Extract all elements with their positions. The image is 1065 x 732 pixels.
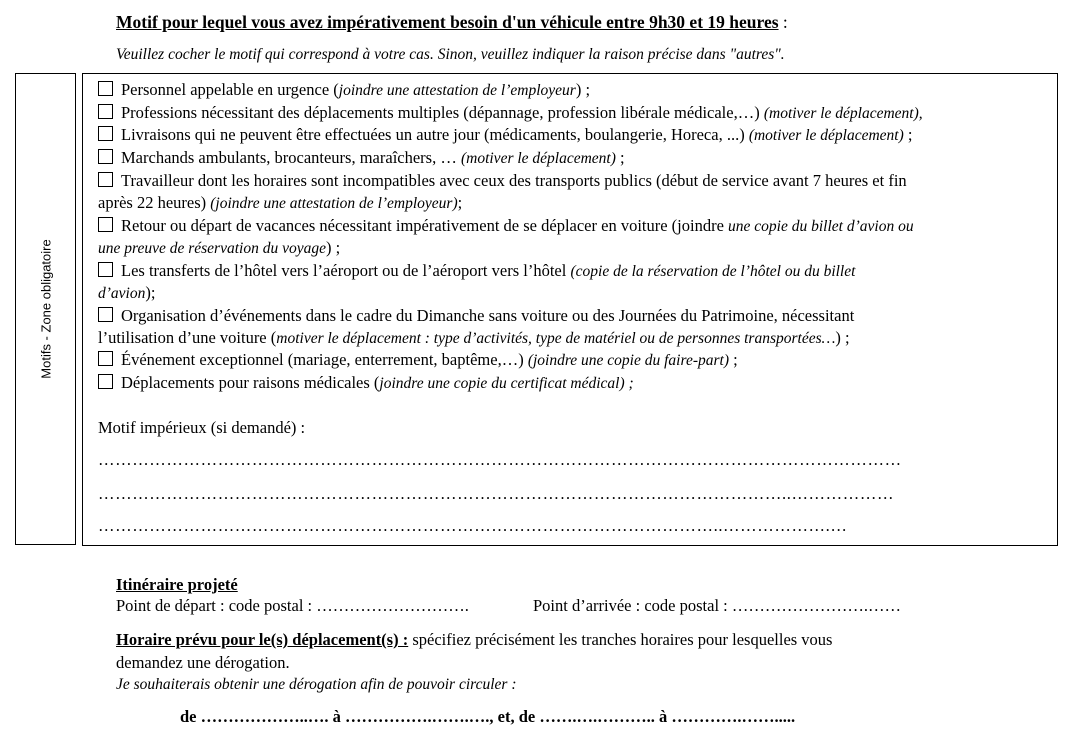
reason-text: Livraisons qui ne peuvent être effectuées un autre jour (médicaments, boulangerie, Horeca, ...) <box>121 125 749 144</box>
reason-row-livraisons <box>98 125 912 145</box>
reason-tail: ; <box>728 350 738 369</box>
reason-text: Retour ou départ de vacances nécessitant impérativement de se déplacer en voiture (joindre <box>121 216 729 235</box>
reason-text: Événement exceptionnel (mariage, enterrement, baptême,…) <box>121 350 528 369</box>
reason-tail: ; <box>903 125 913 144</box>
checkbox-marchands[interactable] <box>98 149 113 164</box>
reason-text-cont: après 22 heures) <box>98 193 211 212</box>
checkbox-evenements[interactable] <box>98 307 113 322</box>
checkbox-travailleur[interactable] <box>98 172 113 187</box>
reason-row-professions <box>98 103 923 123</box>
reason-text: Professions nécessitant des déplacements multiples (dépannage, profession libérale médicale,…) <box>121 103 764 122</box>
reason-note: (motiver le déplacement), <box>763 105 923 122</box>
imperative-line-2[interactable]: …………………………………………………………………………………………………………..……………… <box>98 484 895 503</box>
reason-text: Déplacements pour raisons médicales ( <box>121 373 380 392</box>
checkbox-professions[interactable] <box>98 104 113 119</box>
reason-tail: ; <box>615 148 625 167</box>
reason-row-vacances <box>98 216 914 236</box>
reason-text-cont: l’utilisation d’une voiture ( <box>98 328 277 347</box>
schedule-text: spécifiez précisément les tranches horaires pour lesquelles vous <box>408 630 833 649</box>
reason-row-evenements-cont <box>98 328 850 348</box>
checkbox-transferts[interactable] <box>98 262 113 277</box>
reason-row-urgence <box>98 80 590 100</box>
reason-text: Les transferts de l’hôtel vers l’aéroport ou de l’aéroport vers l’hôtel <box>121 261 571 280</box>
reason-note: (motiver le déplacement) <box>748 127 904 144</box>
reason-note: motiver le déplacement : type d’activités, type de matériel ou de personnes transportées… <box>276 330 836 347</box>
reason-note: joindre une copie du certificat médical) ; <box>379 375 634 392</box>
reason-note: (motiver le déplacement) <box>460 150 616 167</box>
imperative-line-3[interactable]: ………………………………………………………………………………………………..……………….… <box>98 516 848 535</box>
instruction-text: Veuillez cocher le motif qui correspond à votre cas. Sinon, veuillez indiquer la raison précise dans "autres". <box>116 46 785 63</box>
imperative-line-1[interactable]: …………………………………………………………………………………………………………………………… <box>98 450 902 469</box>
reason-text: Personnel appelable en urgence ( <box>121 80 339 99</box>
sidebar-box <box>15 73 76 545</box>
imperative-label: Motif impérieux (si demandé) : <box>98 418 306 437</box>
checkbox-vacances[interactable] <box>98 217 113 232</box>
schedule-line-1 <box>116 630 832 650</box>
reason-note-cont: une preuve de réservation du voyage <box>98 240 326 257</box>
schedule-line-2: demandez une dérogation. <box>116 653 290 672</box>
motif-title-suffix: : <box>778 12 788 32</box>
arrival-postal-code[interactable]: Point d’arrivée : code postal : …………………….…… <box>533 596 901 615</box>
reason-note: une copie du billet d’avion ou <box>728 218 914 235</box>
reason-row-evenements <box>98 306 854 326</box>
reason-note: (joindre une copie du faire-part) <box>527 352 729 369</box>
reason-row-transferts-cont <box>98 283 155 303</box>
time-ranges[interactable]: de ………………..…. à …………….…….…., et, de …….….……….. à ………….……..... <box>180 707 796 726</box>
reason-text: Travailleur dont les horaires sont incompatibles avec ceux des transports publics (début de service avant 7 heures et fin <box>121 171 907 190</box>
reason-text: Marchands ambulants, brocanteurs, maraîchers, … <box>121 148 461 167</box>
reason-tail: ) ; <box>835 328 850 347</box>
reason-note-cont: d’avion <box>98 285 146 302</box>
checkbox-livraisons[interactable] <box>98 126 113 141</box>
reason-tail: ; <box>457 193 463 212</box>
reason-note: joindre une attestation de l’employeur <box>338 82 576 99</box>
reason-row-travailleur-cont <box>98 193 462 213</box>
reason-row-travailleur <box>98 171 907 191</box>
reason-row-exceptionnel <box>98 350 738 370</box>
reason-row-marchands <box>98 148 625 168</box>
reason-tail: ); <box>145 283 156 302</box>
checkbox-exceptionnel[interactable] <box>98 351 113 366</box>
reason-row-vacances-cont <box>98 238 340 258</box>
departure-postal-code[interactable]: Point de départ : code postal : ………………………. <box>116 596 469 615</box>
reason-row-transferts <box>98 261 855 281</box>
reason-text: Organisation d’événements dans le cadre du Dimanche sans voiture ou des Journées du Patrimoine, nécessitant <box>121 306 855 325</box>
itinerary-heading: Itinéraire projeté <box>116 575 238 594</box>
form-section-title <box>116 12 788 33</box>
checkbox-medicales[interactable] <box>98 374 113 389</box>
sidebar-label: Motifs - Zone obligatoire <box>38 239 53 379</box>
reason-note: (copie de la réservation de l’hôtel ou du billet <box>570 263 856 280</box>
schedule-instruction: Je souhaiterais obtenir une dérogation afin de pouvoir circuler : <box>116 676 517 693</box>
reason-tail: ) ; <box>575 80 591 99</box>
schedule-heading: Horaire prévu pour le(s) déplacement(s) : <box>116 630 409 649</box>
reason-note: (joindre une attestation de l’employeur) <box>210 195 458 212</box>
reason-row-medicales <box>98 373 634 393</box>
motif-title: Motif pour lequel vous avez impérativement besoin d'un véhicule entre 9h30 et 19 heures <box>116 12 779 32</box>
checkbox-urgence[interactable] <box>98 81 113 96</box>
reason-tail: ) ; <box>325 238 341 257</box>
